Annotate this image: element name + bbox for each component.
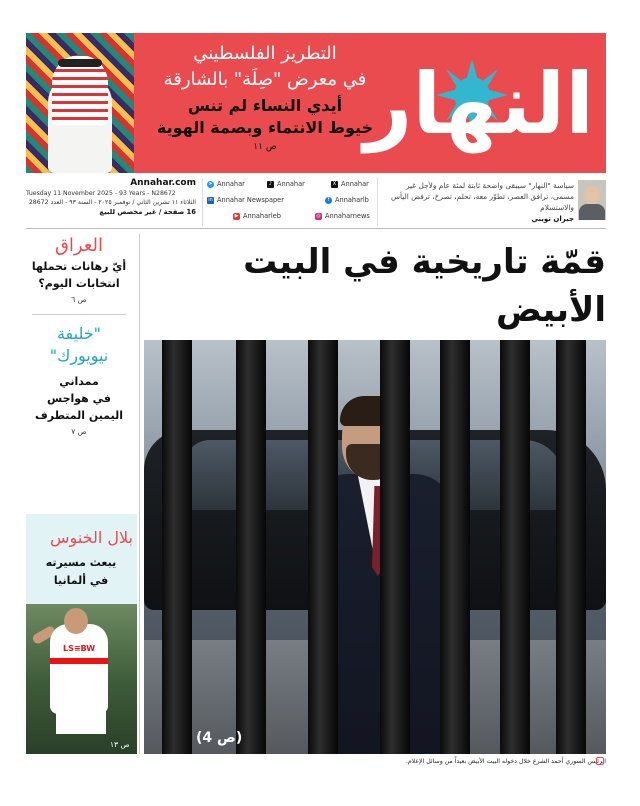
- player-jersey: [50, 624, 108, 714]
- iraq-story[interactable]: [26, 234, 132, 306]
- social-x[interactable]: [331, 180, 369, 188]
- teaser-line-2: في معرض "صِلَة" بالشارقة: [163, 69, 367, 90]
- headline-main: قمّة تاريخية في البيت الأبيض: [243, 242, 606, 330]
- social-label: Annaharnews: [325, 212, 370, 220]
- ny-body-line-2: في هواجس: [47, 392, 111, 405]
- telegram-icon: ➤: [208, 180, 213, 187]
- jersey-sponsor: LS≡BW: [62, 644, 96, 653]
- masthead-banner: [26, 33, 606, 173]
- social-instagram[interactable]: [315, 212, 370, 220]
- header-rule: [26, 228, 606, 229]
- social-label: Annaharlb: [335, 196, 369, 204]
- iraq-head: العراق: [54, 235, 104, 256]
- ny-body-line-3: اليمين المتطرف: [34, 409, 124, 422]
- social-tiktok[interactable]: [267, 180, 305, 188]
- x-icon: X: [332, 180, 337, 187]
- banner-teaser[interactable]: [138, 37, 392, 169]
- site-link[interactable]: Annahar.com: [130, 178, 196, 188]
- info-strip: [26, 178, 606, 226]
- khanous-body-line-1: يبعث مسيرته: [45, 556, 117, 569]
- fence-bar: [380, 340, 410, 754]
- dateline-english: Tuesday 11 November 2025 - 93 Years - N28672: [26, 190, 176, 197]
- dateline-arabic: الثلاثاء ١١ تشرين الثاني / نوفمبر ٢٠٢٥ - السنة ٩٣ - العدد 28672: [28, 199, 196, 206]
- fence-bar: [440, 340, 470, 754]
- editorial-quote: [384, 178, 606, 226]
- teaser-line-3: أيدي النساء لم تنس: [187, 96, 343, 115]
- khanous-story[interactable]: [26, 514, 137, 754]
- social-facebook[interactable]: [325, 196, 369, 204]
- fence-bar: [556, 340, 586, 754]
- embroidery-photo: [26, 33, 134, 173]
- khanous-body-line-2: في ألمانيا: [53, 574, 109, 587]
- tiktok-icon: ♪: [268, 180, 273, 187]
- teaser-page-ref: ص ١١: [253, 142, 277, 152]
- khanous-body: [29, 554, 133, 590]
- footballer-photo: [26, 604, 137, 754]
- author-suit: [579, 204, 605, 220]
- facebook-icon: f: [325, 197, 332, 204]
- social-label: Annaharleb: [243, 212, 281, 220]
- ny-body-line-1: ممداني: [59, 375, 99, 388]
- linkedin-icon: in: [208, 196, 213, 203]
- ny-head-line-1: "خليفة: [56, 324, 102, 343]
- instagram-icon: ◎: [316, 212, 321, 219]
- column-divider: [32, 314, 126, 315]
- ny-page-ref: ص ٧: [71, 427, 87, 436]
- social-label: Annahar: [217, 180, 245, 188]
- teaser-line-4: خيوط الانتماء وبصمة الهوية: [156, 118, 374, 137]
- fence-bar: [500, 340, 530, 754]
- social-linkedin[interactable]: [207, 196, 284, 204]
- logo-wordmark: النهار: [364, 55, 594, 153]
- social-telegram[interactable]: [207, 180, 245, 188]
- player-shorts: [56, 704, 106, 734]
- camera-icon: [596, 757, 604, 765]
- photo-page-ref: (ص 4): [196, 730, 243, 746]
- editorial-text: سياسة "النهار" سيبقى واضحة ثابتة لمئة عام ولأجل غير مسمى، ترافق العصر، تطوّر معه، تحلم، تصرخ، ترفض اليأس والاستسلام: [391, 181, 574, 212]
- fence-bar: [236, 340, 266, 754]
- khanous-page-ref: ص ١٣: [110, 740, 130, 749]
- agal-shape: [58, 59, 102, 67]
- page-count: 16 صفحة / غير مخصص للبيع: [99, 208, 196, 216]
- fence-bars: [144, 340, 606, 754]
- lead-photo: [144, 340, 606, 754]
- social-youtube[interactable]: [233, 212, 281, 220]
- youtube-icon: ▶: [234, 212, 239, 219]
- column-separator: [139, 234, 140, 754]
- ny-story[interactable]: [26, 323, 132, 438]
- social-label: Annahar: [341, 180, 369, 188]
- photo-caption: الرئيس السوري أحمد الشرع خلال دخوله البيت الأبيض بعيداً من وسائل الإعلام.: [405, 758, 606, 765]
- fence-bar: [162, 340, 192, 754]
- editorial-author: جبران تويني: [531, 215, 574, 223]
- iraq-body: أيّ رهانات تحملها انتخابات اليوم؟: [31, 260, 127, 290]
- iraq-page-ref: ص ٦: [71, 295, 87, 304]
- social-label: Annahar: [277, 180, 305, 188]
- khanous-name: بلال الخنوس: [50, 528, 133, 547]
- fence-bar: [308, 340, 338, 754]
- teaser-line-1: التطريز الفلسطيني: [193, 43, 337, 64]
- annahar-logo[interactable]: [364, 41, 594, 165]
- jersey-stripe: [50, 658, 108, 664]
- social-label: Annahar Newspaper: [217, 196, 284, 204]
- social-links: [202, 178, 378, 226]
- player-head: [64, 608, 88, 634]
- issue-info: [26, 178, 196, 226]
- author-face: [584, 186, 600, 204]
- ny-head-line-2: نيويورك": [49, 346, 109, 365]
- author-photo: [578, 180, 606, 220]
- side-column: [26, 234, 132, 438]
